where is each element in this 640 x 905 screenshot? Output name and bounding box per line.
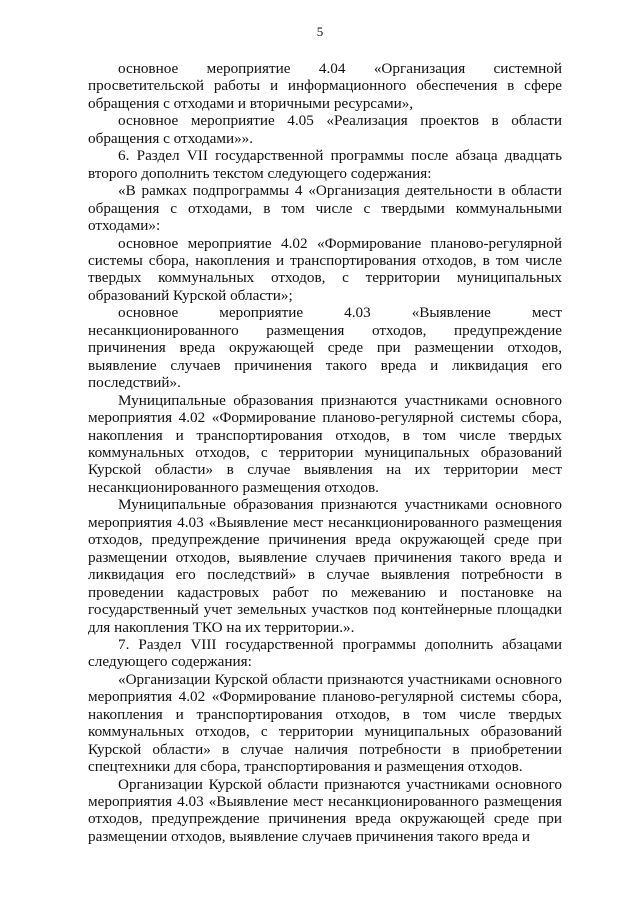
paragraph-measure-4-04: основное мероприятие 4.04 «Организация системной просветительской работы и информационного обеспечения в сфере обращения с отходами и вторичными ресурсами», (88, 60, 562, 112)
paragraph-municipal-4-03: Муниципальные образования признаются участниками основного мероприятия 4.03 «Выявление мест несанкционированного размещения отходов, предупреждение причинения вреда окружающей среде при размещении отходов, выявление случаев причинения такого вреда и ликвидация его последствий» в случае выявления потребности в проведении кадастровых работ по межеванию и постановке на государственный учет земельных участков под контейнерные площадки для накопления ТКО на их территории.». (88, 496, 562, 636)
paragraph-item-7: 7. Раздел VIII государственной программы дополнить абзацами следующего содержания: (88, 635, 562, 671)
paragraph-subprogram-4: «В рамках подпрограммы 4 «Организация деятельности в области обращения с отходами, в том числе с твердыми коммунальными отходами»: (88, 182, 562, 235)
paragraph-measure-4-03: основное мероприятие 4.03 «Выявление мест несанкционированного размещения отходов, предупреждение причинения вреда окружающей среде при размещении отходов, выявление случаев причинения такого вреда и ликвидация его последствий». (88, 304, 562, 392)
paragraph-measure-4-02: основное мероприятие 4.02 «Формирование планово-регулярной системы сбора, накопления и транспортирования отходов, в том числе твердых коммунальных отходов, с территории муниципальных образований Курской области»; (88, 234, 562, 304)
paragraph-measure-4-05: основное мероприятие 4.05 «Реализация проектов в области обращения с отходами»». (88, 112, 562, 147)
page-number: 5 (316, 24, 324, 39)
paragraph-organizations-4-02: «Организации Курской области признаются участниками основного мероприятия 4.02 «Формирование планово-регулярной системы сбора, накопления и транспортирования отходов, в том числе твердых коммунальных отходов, с территории муниципальных образований Курской области» в случае наличия потребности в приобретении спецтехники для сбора, транспортирования и размещения отходов. (88, 670, 562, 776)
paragraph-organizations-4-03: Организации Курской области признаются участниками основного мероприятия 4.03 «Выявление мест несанкционированного размещения отходов, предупреждение причинения вреда окружающей среде при размещении отходов, выявление случаев причинения такого вреда и (88, 775, 562, 845)
document-body (88, 60, 562, 845)
paragraph-municipal-4-02: Муниципальные образования признаются участниками основного мероприятия 4.02 «Формирование планово-регулярной системы сбора, накопления и транспортирования отходов, в том числе твердых коммунальных отходов, с территории муниципальных образований Курской области» в случае выявления на их территории мест несанкционированного размещения отходов. (88, 391, 562, 496)
paragraph-item-6: 6. Раздел VII государственной программы после абзаца двадцать второго дополнить текстом следующего содержания: (88, 147, 562, 182)
